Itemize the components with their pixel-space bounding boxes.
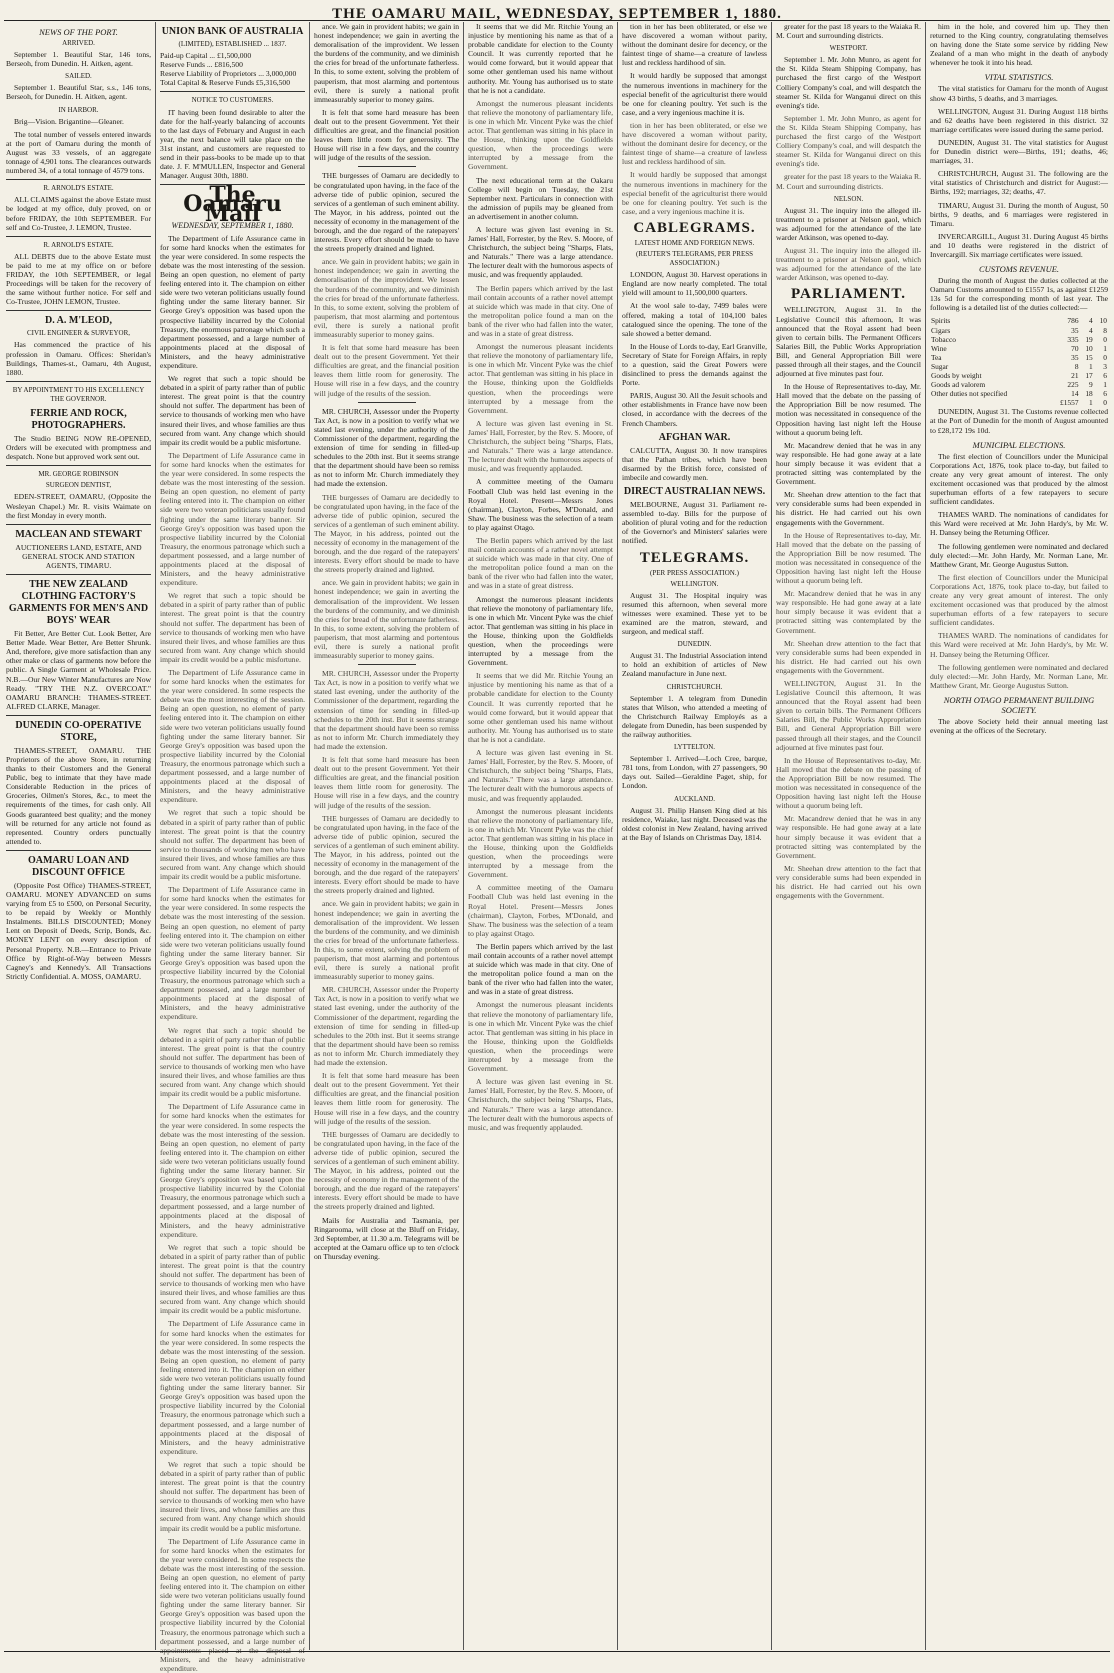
parliament-paragraph: In the House of Representatives to-day, Mr. Hall moved that the debate on the passing of the Appropriation Bill be now resumed. The motion was necessitated in consequence of the Opposition having last night left the House without a quorum being left. — [776, 755, 921, 811]
westport-text: September 1. Mr. John Munro, as agent for the St. Kilda Steam Shipping Company, has purchased the first cargo of the Westport Colliery Company's coal, and will despatch the steamer St. Kilda for Wanganui direct on this evening's tide. — [776, 55, 921, 110]
telegrams-sub: (PER PRESS ASSOCIATION.) — [650, 568, 739, 577]
parliament-paragraph: In the House of Representatives to-day, Mr. Hall moved that the debate on the passing of the Appropriation Bill be now resumed. The motion was necessitated in consequence of the Opposition having last night left the House without a quorum being left. — [776, 382, 921, 437]
customs-row — [930, 371, 1108, 380]
telegram-text: September 1. Arrived—Loch Cree, barque, 781 tons, from London, with 27 passengers, 90 days out. Sailed—Geraldine Paget, ship, for London. — [622, 754, 767, 791]
leader-paragraph: The Department of Life Assurance came in for some hard knocks when the estimates for the year were considered. In some respects the debate was the most interesting of the session. Being an open question, no element of party feeling entered into it. The champion on either side were two veteran politicians usually found fighting under the same literary banner. Sir George Grey's opposition was based upon the prospective liability incurred by the Colonial Treasury, the enormous patronage which such a department possessed, and a large number of appointments placed at the disposal of Ministers, and the heavy administrative expenditure. — [160, 450, 305, 588]
notice-title: NOTICE TO CUSTOMERS. — [191, 96, 274, 105]
article-paragraph: It is felt that some hard measure has been dealt out to the present Government. Yet their difficulties are great, and the financial position leaves them little room for generosity. The House will rise in a few days, and the country will judge of the results of the session. — [314, 755, 459, 810]
parliament-paragraph: Mr. Sheehan drew attention to the fact that very considerable sums had been expended in his district. He had carried out his own engagements with the Government. — [776, 490, 921, 527]
parliament-paragraph: Mr. Macandrew denied that he was in any way responsible. He had gone away at a late hour simply because it was evident that a protracted sitting was contemplated by the Government. — [776, 814, 921, 860]
vital-paragraph: INVERCARGILL, August 31. During August 45 births and 10 deaths were registered in the district of Invercargill. Six marriage certificates were issued. — [930, 231, 1108, 259]
bank-line: Total Capital & Reserve Funds £5,316,500 — [160, 78, 305, 92]
customs-row — [930, 316, 1108, 325]
article-paragraph: ance. We gain in provident habits; we gain in honest independence; we gain in averting the demoralisation of the improvident. We lessen the burdens of the community, and we diminish the cries for bread of the unfortunate fatherless. In this, to some extent, solving the problem of pauperism, that most alarming and portentous evil, there is surely a national profit immeasurably superior to money gains. — [314, 899, 459, 982]
customs-amount: 4 — [1089, 325, 1093, 335]
arrived-heading: ARRIVED. — [62, 39, 95, 47]
vital-paragraph: CHRISTCHURCH, August 31. The following are the vital statistics of Christchurch and district for August:—Births, 192; marriages, 32; deaths, 47. — [930, 169, 1108, 197]
divider — [358, 402, 416, 403]
leader-paragraph: The Department of Life Assurance came in for some hard knocks when the estimates for the year were considered. In some respects the debate was the most interesting of the session. Being an open question, no element of party feeling entered into it. The champion on either side were two veteran politicians usually found fighting under the same literary banner. Sir George Grey's opposition was based upon the prospective liability incurred by the Colonial Treasury, the enormous patronage which such a department possessed, and a large number of appointments placed at the disposal of Ministers, and the heavy administrative expenditure. — [160, 1536, 305, 1673]
municipal-paragraph: The following gentlemen were nominated and declared duly elected:—Mr. John Hardy, Mr. Norman Lane, Mr. Matthew Grant, Mr. George Augustus Sutton. — [930, 662, 1108, 690]
municipal-paragraph: THAMES WARD. The nominations of candidates for this Ward were received at Mr. John Hardy's, by Mr. W. H. Dansey being the Returning Officer. — [930, 510, 1108, 538]
notice-text: IT having been found desirable to alter the date for the half-yearly balancing of accounts to the last days of February and August in each year, the next balance will take place on the 31st instant, and customers are requested to send in their pass-books to be made up to that date. J. F. M'MULLEN, Inspector and General Manager. August 30th, 1880. — [160, 108, 305, 186]
cable-item: LONDON, August 30. Harvest operations in England are now nearly completed. The total yield will amount to 11,500,000 quarters. — [622, 270, 767, 298]
customs-item: Tea — [931, 352, 942, 362]
article-paragraph: The Berlin papers which arrived by the last mail contain accounts of a rather novel attempt at suicide which was made in that city. One of the metropolitan police found a man on the bank of the river who had fallen into the water, and was in a state of great distress. — [468, 535, 613, 591]
article-paragraph: Amongst the numerous pleasant incidents that relieve the monotony of parliamentary life, is one in which Mr. Vincent Pyke was the chief actor. That gentleman was sitting in his place in the House, thinking upon the Goldfields question, when the proceedings were interrupted by a message from the Government. — [468, 594, 613, 668]
parliament-paragraph: Mr. Sheehan drew attention to the fact that very considerable sums had been expended in his district. He had carried out his own engagements with the Government. — [776, 638, 921, 675]
customs-item — [930, 398, 1048, 407]
telegram-heading: WELLINGTON. — [670, 579, 719, 588]
parliament-paragraph: Mr. Sheehan drew attention to the fact that very considerable sums had been expended in his district. He had carried out his own engagements with the Government. — [776, 863, 921, 901]
article-paragraph: THE burgesses of Oamaru are decidedly to be congratulated upon having, in the face of the adverse tide of public opinion, secured the services of a gentleman of such eminent ability. The Mayor, in his address, pointed out the necessity of economy in the management of the borough, and the due regard of the ratepayers' interests. Every effort should be made to have the streets properly drained and lighted. — [314, 171, 459, 254]
customs-amount: 4 — [1089, 316, 1093, 326]
leader-paragraph: We regret that such a topic should be debated in a spirit of party rather than of public interest. The great point is that the country should not suffer. The department has been of service to thousands of working men who have insured their lives, and whose families are thus secured from want. Any change which should impair its credit would be a public misfortune. — [160, 1459, 305, 1533]
column-7 — [930, 22, 1108, 1650]
leader-paragraph: We regret that such a topic should be debated in a spirit of party rather than of public interest. The great point is that the country should not suffer. The department has been of service to thousands of working men who have insured their lives, and whose families are thus secured from want. Any change which should impair its credit would be a public misfortune. — [160, 1242, 305, 1316]
customs-item: Goods ad valorem — [931, 380, 986, 390]
customs-title: CUSTOMS REVENUE. — [978, 264, 1060, 275]
parliament-paragraph: WELLINGTON, August 31. In the Legislative Council this afternoon, It was announced that the Royal assent had been given to certain bills. The Permanent Officers Salaries Bill, the Public Works Appropriation Bill, and General Appropriation Bill were passed through all their stages, and the Council adjourned at five minutes past four. — [776, 305, 921, 379]
customs-amount: 1 — [1103, 343, 1107, 353]
paper-date: WEDNESDAY, SEPTEMBER 1, 1880. — [171, 220, 294, 230]
customs-row — [930, 344, 1108, 353]
ad-arnold-claims-title: R. ARNOLD'S ESTATE. — [43, 184, 114, 193]
article-paragraph: ance. We gain in provident habits; we gain in honest independence; we gain in averting the demoralisation of the improvident. We lessen the burdens of the community, and we diminish the cries for bread of the unfortunate fatherless. In this, to some extent, solving the problem of pauperism, that most alarming and portentous evil, there is surely a national profit immeasurably superior to money gains. — [314, 22, 459, 104]
customs-amount: 35 — [1071, 352, 1079, 362]
column-rule — [463, 22, 464, 1650]
ad-robinson-sub: SURGEON DENTIST, — [45, 481, 112, 490]
customs-amount: 17 — [1085, 371, 1093, 380]
harbour-heading: IN HARBOR. — [58, 105, 99, 114]
cable-item: At the wool sale to-day, 7499 bales were offered, making a total of 104,100 bales catalogued since the opening. The tone of the sale showed a better demand. — [622, 301, 767, 338]
article-paragraph: A committee meeting of the Oamaru Football Club was held last evening in the Royal Hotel. Present—Messrs Jones (chairman), Clayton, Forbes, M'Donald, and Shaw. The business was the selection of a team to play against Otago. — [468, 477, 613, 532]
article-paragraph: It is felt that some hard measure has been dealt out to the present Government. Yet their difficulties are great, and the financial position leaves them little room for generosity. The House will rise in a few days, and the country will judge of the results of the session. — [314, 1071, 459, 1126]
article-paragraph: tion in her has been obliterated, or else we have discovered a woman without parity, without the dominant desire for decency, or the faintest tinge of shame—a creature of lawless lust and reckless hardihood of sin. — [622, 120, 767, 167]
article-paragraph: A lecture was given last evening in St. James' Hall, Forrester, by the Rev. S. Moore, of Christchurch, the subject being "Sharps, Flats, and Naturals." There was a large attendance. The lecturer dealt with the humorous aspects of music, and was frequently applauded. — [468, 418, 613, 474]
afghan-title: AFGHAN WAR. — [658, 431, 731, 443]
column-rule — [925, 22, 926, 1650]
cablegrams-sub: LATEST HOME AND FOREIGN NEWS. — [634, 238, 755, 247]
customs-total-row — [930, 398, 1108, 407]
bank-line: Paid-up Capital ... £1,500,000 — [160, 51, 252, 61]
column-1 — [6, 22, 151, 1650]
sailed-heading: SAILED. — [65, 72, 92, 81]
customs-item: Other duties not specified — [931, 389, 1008, 399]
telegrams-title: TELEGRAMS. — [639, 549, 750, 566]
article-paragraph: Amongst the numerous pleasant incidents that relieve the monotony of parliamentary life, is one in which Mr. Vincent Pyke was the chief actor. That gentleman was sitting in his place in the House, thinking upon the Goldfields question, when the proceedings were interrupted by a message from the Government. — [468, 98, 613, 172]
customs-dunedin: DUNEDIN, August 31. The Customs revenue collected at the Port of Dunedin for the month of August amounted to £28,172 19s 10d. — [930, 407, 1108, 435]
leader-paragraph: We regret that such a topic should be debated in a spirit of party rather than of public interest. The great point is that the country should not suffer. The department has been of service to thousands of working men who have insured their lives, and whose families are thus secured from want. Any change which should impair its credit would be a public misfortune. — [160, 374, 305, 447]
cable-item: PARIS, August 30. All the Jesuit schools and other establishments in France have now been closed, in accordance with the decrees of the French Chambers. — [622, 391, 767, 428]
ad-loan-text: (Opposite Post Office) THAMES-STREET, OAMARU. MONEY ADVANCED on sums varying from £5 to £500, on Personal Security, to be repaid by Weekly or Monthly Instalments. BILLS DISCOUNTED; Money Lent on Deposit of Deeds, Scrip, Bonds, &c. MONEY LENT on every description of Personal Property. N.B.—Entrance to Private Office by Right-of-Way between Messrs Cagney's and Kennedy's. All Transactions Strictly Confidential. A. MOSS, OAMARU. — [6, 880, 151, 981]
article-paragraph: him in the hole, and covered him up. They then returned to the King country, congratulating themselves on having done the State some service by ridding New Zealand of a man who might in the death of anybody whenever he took it into his head. — [930, 22, 1108, 68]
cable-item: In the House of Lords to-day, Earl Granville, Secretary of State for Foreign Affairs, in reply to a question, said the Great Powers were disinclined to press the demands against the Porte. — [622, 341, 767, 388]
leader-paragraph: The Department of Life Assurance came in for some hard knocks when the estimates for the year were considered. In some respects the debate was the most interesting of the session. Being an open question, no element of party feeling entered into it. The champion on either side were two veteran politicians usually found fighting under the same literary banner. Sir George Grey's opposition was based upon the prospective liability incurred by the Colonial Treasury, the enormous patronage which such a department possessed, and a large number of appointments placed at the disposal of Ministers, and the heavy administrative expenditure. — [160, 1319, 305, 1456]
ad-ferrie-title: BY APPOINTMENT TO HIS EXCELLENCY THE GOVERNOR. — [12, 385, 145, 403]
vital-paragraph: DUNEDIN, August 31. The vital statistics for August for Dunedin district were—Births, 191; deaths, 46; marriages, 31. — [930, 137, 1108, 166]
vital-paragraph: TIMARU, August 31. During the month of August, 50 births, 9 deaths, and 6 marriages were registered in Timaru. — [930, 200, 1108, 228]
customs-amount: £1557 — [1060, 398, 1079, 408]
customs-amount: 3 — [1103, 361, 1107, 371]
customs-item: Cigars — [931, 325, 951, 335]
shipping-title: NEWS OF THE PORT. — [39, 27, 118, 37]
article-paragraph: The next educational term at the Oakaru College will begin on Tuesday, the 21st September next. Particulars in connection with the admission of pupils may be gleaned from an advertisement in another column. — [468, 175, 613, 221]
australian-title: DIRECT AUSTRALIAN NEWS. — [623, 486, 766, 498]
article-paragraph: Mails for Australia and Tasmania, per Ringarooma, will close at the Bluff on Friday, 3rd September, at 11.30 a.m. Telegrams will be accepted at the Oamaru office up to ten o'clock on Thursday evening. — [314, 1215, 459, 1261]
municipal-paragraph: The first election of Councillors under the Municipal Corporations Act, 1876, took place to-day, but failed to create any very great amount of interest. The only excitement occasioned was that produced by the almost superhuman efforts of a few ratepayers to secure sufficient candidates. — [930, 451, 1108, 507]
article-paragraph: Amongst the numerous pleasant incidents that relieve the monotony of parliamentary life, is one in which Mr. Vincent Pyke was the chief actor. That gentleman was sitting in his place in the House, thinking upon the Goldfields question, when the proceedings were interrupted by a message from the Government. — [468, 1000, 613, 1074]
customs-amount: 21 — [1071, 371, 1079, 380]
article-paragraph: ance. We gain in provident habits; we gain in honest independence; we gain in averting the demoralisation of the improvident. We lessen the burdens of the community, and we diminish the cries for bread of the unfortunate fatherless. In this, to some extent, solving the problem of pauperism, that most alarming and portentous evil, there is surely a national profit immeasurably superior to money gains. — [314, 578, 459, 661]
customs-amount: 14 — [1071, 389, 1079, 399]
telegram-text: August 31. Philip Hansen King died at his residence, Waiake, last night. Deceased was the oldest colonist in New Zealand, having arrived at the Bay of Islands on Christmas Day, 1814. — [622, 805, 767, 842]
customs-amount: 70 — [1071, 343, 1079, 353]
arrived-text: September 1. Beautiful Star, 146 tons, Berseoh, from Dunedin. H. Aitken, agent. — [6, 50, 151, 69]
article-paragraph: Amongst the numerous pleasant incidents that relieve the monotony of parliamentary life, is one in which Mr. Vincent Pyke was the chief actor. That gentleman was sitting in his place in the House, thinking upon the Goldfields question, when the proceedings were interrupted by a message from the Government. — [468, 342, 613, 415]
ad-maclean-sub: AUCTIONEERS LAND, ESTATE, AND GENERAL STOCK AND STATION AGENTS, TIMARU. — [6, 543, 151, 575]
municipal-paragraph: THAMES WARD. The nominations of candidates for this Ward were received at Mr. John Hardy's, by Mr. W. H. Dansey being the Returning Officer. — [930, 631, 1108, 659]
ad-maclean-title: MACLEAN AND STEWART — [15, 528, 142, 540]
customs-row — [930, 353, 1108, 362]
customs-text: During the month of August the duties collected at the Oamaru Customs amounted to £1557 1s, as against £1259 13s 5d for the corresponding month of last year. The following is a detailed list of the duties collected:— — [930, 276, 1108, 313]
customs-table — [930, 316, 1108, 407]
article-paragraph: MR. CHURCH, Assessor under the Property Tax Act, is now in a position to verify what we stated last evening, under the authority of the Commissioner of the department, regarding the extension of time for sending in filled-up schedules to the 20th inst. But it seems strange that the department should have been so remiss as not to inform Mr. Church immediately they had made the extension. — [314, 985, 459, 1068]
parliament-paragraph: In the House of Representatives to-day, Mr. Hall moved that the debate on the passing of the Appropriation Bill be now resumed. The motion was necessitated in consequence of the Opposition having last night left the House without a quorum being left. — [776, 530, 921, 586]
ad-cooperative-text: THAMES-STREET, OAMARU. THE Proprietors of the above Store, in returning thanks to their Customers and the General Public, beg to intimate that they have made Considerable Reduction in the prices of Groceries, Oilmen's Stores, &c., to meet the requirements of the times, for cash only. All Goods guaranteed best quality; and the money will be returned for any article not found as represented. Country orders punctually attended to. — [6, 746, 151, 851]
telegram-heading: DUNEDIN. — [677, 640, 712, 649]
ad-mleod-title: D. A. M'LEOD, — [45, 315, 112, 327]
leader-paragraph: We regret that such a topic should be debated in a spirit of party rather than of public interest. The great point is that the country should not suffer. The department has been of service to thousands of working men who have insured their lives, and whose families are thus secured from want. Any change which should impair its credit would be a public misfortune. — [160, 591, 305, 664]
customs-amount: 6 — [1103, 389, 1107, 399]
customs-item: Tobacco — [931, 334, 956, 344]
article-paragraph: A committee meeting of the Oamaru Football Club was held last evening in the Royal Hotel. Present—Messrs Jones (chairman), Clayton, Forbes, M'Donald, and Shaw. The business was the selection of a team to play against Otago. — [468, 883, 613, 938]
article-paragraph: It seems that we did Mr. Ritchie Young an injustice by mentioning his name as that of a probable candidate for election to the County Council. It was currently reported that he would come forward, but it would appear that some other gentleman used his name without authority. Mr. Young has authorised us to state that he is not a candidate. — [468, 671, 613, 744]
ad-arnold-debts-title: R. ARNOLD'S ESTATE. — [43, 240, 114, 249]
ad-clothing-text: Fit Better, Are Better Cut. Look Better, Are Better Made. Wear Better, Are Better Shrunk. And, therefore, give more satisfaction than any other make or class of garments now before the public. A Single Garment at Wholesale Price. N.B.—Our New Winter Manufactures are Now Ready. "TRY THE N.Z. OVERCOAT." OAMARU BRANCH: THAMES-STREET. ALFRED CLARKE, Manager. — [6, 629, 151, 716]
customs-row — [930, 362, 1108, 371]
masthead: THE OAMARU MAIL, WEDNESDAY, SEPTEMBER 1, 1880. — [332, 6, 782, 22]
telegram-heading: LYTTELTON. — [673, 743, 716, 752]
ad-cooperative-title: DUNEDIN CO-OPERATIVE STORE, — [15, 719, 142, 743]
customs-item: Goods by weight — [931, 371, 982, 380]
parliament-paragraph: Mr. Macandrew denied that he was in any way responsible. He had gone away at a late hour simply because it was evident that a protracted sitting was contemplated by the Government. — [776, 440, 921, 487]
bank-line: Reserve Funds ... £816,500 — [160, 60, 243, 70]
article-paragraph: MR. CHURCH, Assessor under the Property Tax Act, is now in a position to verify what we stated last evening, under the authority of the Commissioner of the department, regarding the extension of time for sending in filled-up schedules to the 20th inst. But it seems strange that the department should have been so remiss as not to inform Mr. Church immediately they had made the extension. — [314, 406, 459, 489]
divider — [358, 166, 416, 167]
westport-text: greater for the past 18 years to the Waiaka R. M. Court and surrounding districts. — [776, 172, 921, 191]
article-paragraph: A lecture was given last evening in St. James' Hall, Forrester, by the Rev. S. Moore, of Christchurch, the subject being "Sharps, Flats, and Naturals." There was a large attendance. The lecturer dealt with the humorous aspects of music, and was frequently applauded. — [468, 1077, 613, 1132]
telegram-heading: CHRISTCHURCH. — [666, 682, 723, 691]
customs-amount: 9 — [1089, 380, 1093, 390]
ad-mleod-sub: CIVIL ENGINEER & SURVEYOR, — [26, 329, 130, 338]
customs-amount: 10 — [1085, 343, 1093, 353]
nelson-heading: NELSON. — [833, 194, 864, 203]
customs-item: Spirits — [931, 316, 951, 326]
article-paragraph: tion in her has been obliterated, or else we have discovered a woman without parity, without the dominant desire for decency, or the faintest tinge of shame—a creature of lawless lust and reckless hardihood of sin. — [622, 22, 767, 68]
harbour-text: Brig—Vision. Brigantine—Gleaner. — [14, 116, 124, 126]
leader-paragraph: The Department of Life Assurance came in for some hard knocks when the estimates for the year were considered. In some respects the debate was the most interesting of the session. Being an open question, no element of party feeling entered into it. The champion on either side were two veteran politicians usually found fighting under the same literary banner. Sir George Grey's opposition was based upon the prospective liability incurred by the Colonial Treasury, the enormous patronage which such a department possessed, and a large number of appointments placed at the disposal of Ministers, and the heavy administrative expenditure. — [160, 233, 305, 370]
parliament-title: PARLIAMENT. — [790, 286, 907, 303]
customs-amount: 10 — [1099, 316, 1107, 326]
vital-paragraph: The vital statistics for Oamaru for the month of August show 43 births, 5 deaths, and 3 marriages. — [930, 84, 1108, 103]
cablegrams-credit: (REUTER'S TELEGRAMS, PER PRESS ASSOCIATION.) — [635, 249, 754, 268]
customs-item: Sugar — [931, 361, 949, 371]
masthead-rule — [4, 20, 1110, 21]
customs-amount: 8 — [1103, 325, 1107, 335]
article-paragraph: THE burgesses of Oamaru are decidedly to be congratulated upon having, in the face of the adverse tide of public opinion, secured the services of a gentleman of such eminent ability. The Mayor, in his address, pointed out the necessity of economy in the management of the borough, and the due regard of the ratepayers' interests. Every effort should be made to have the streets properly drained and lighted. — [314, 813, 459, 896]
bank-sub: (LIMITED), ESTABLISHED ... 1837. — [178, 40, 287, 48]
customs-item: Wine — [931, 343, 947, 353]
vital-title: VITAL STATISTICS. — [984, 72, 1054, 83]
column-5 — [622, 22, 767, 1650]
westport-text: September 1. Mr. John Munro, as agent for the St. Kilda Steam Shipping Company, has purchased the first cargo of the Westport Colliery Company's coal, and will despatch the steamer St. Kilda for Wanganui direct on this evening's tide. — [776, 113, 921, 169]
article-paragraph: It seems that we did Mr. Ritchie Young an injustice by mentioning his name as that of a probable candidate for election to the County Council. It was currently reported that he would come forward, but it would appear that some other gentleman used his name without authority. Mr. Young has authorised us to state that he is not a candidate. — [468, 22, 613, 95]
customs-amount: 15 — [1085, 352, 1093, 362]
column-2 — [160, 22, 305, 1673]
afghan-text: CALCUTTA, August 30. It now transpires that the Pathan tribes, which have been disarmed by the British force, consisted of imbecile and cowardly men. — [622, 445, 767, 482]
municipal-paragraph: The following gentlemen were nominated and declared duly elected:—Mr. John Hardy, Mr. Norman Lane, Mr. Matthew Grant, Mr. George Augustus Sutton. — [930, 541, 1108, 569]
article-paragraph: The Berlin papers which arrived by the last mail contain accounts of a rather novel attempt at suicide which was made in that city. One of the metropolitan police found a man on the bank of the river who had fallen into the water, and was in a state of great distress. — [468, 283, 613, 338]
cablegrams-title: CABLEGRAMS. — [633, 219, 756, 236]
customs-amount: 0 — [1103, 398, 1107, 408]
customs-amount: 335 — [1067, 334, 1079, 344]
customs-amount: 35 — [1071, 325, 1079, 335]
column-6 — [776, 22, 921, 1650]
customs-amount: 0 — [1103, 352, 1107, 362]
australian-text: MELBOURNE, August 31. Parliament re-assembled to-day. Bills for the purpose of abolition of plural voting and for the reduction of the Governor's and Ministers' salaries were notified. — [622, 500, 767, 546]
customs-amount: 18 — [1085, 389, 1093, 399]
telegram-text: August 31. The Hospital inquiry was resumed this afternoon, when several more witnesses were examined. These yet to be examined are the matron, steward, and surgeon, and medical staff. — [622, 590, 767, 637]
customs-amount: 1 — [1089, 361, 1093, 371]
column-rule — [617, 22, 618, 1650]
customs-row — [930, 380, 1108, 389]
article-paragraph: It would hardly be supposed that amongst the numerous inventions in machinery for the especial benefit of the agriculturist there would be one for cleaning poultry. Yet such is the case, and a very ingenious machine it is. — [622, 71, 767, 117]
article-paragraph: It is felt that some hard measure has been dealt out to the present Government. Yet their difficulties are great, and the financial position leaves them little room for generosity. The House will rise in a few days, and the country will judge of the results of the session. — [314, 107, 459, 163]
customs-amount: 6 — [1103, 371, 1107, 380]
customs-amount: 786 — [1067, 316, 1079, 326]
customs-amount: 19 — [1085, 334, 1093, 344]
customs-row — [930, 326, 1108, 335]
ad-clothing-title: THE NEW ZEALAND CLOTHING FACTORY'S GARMENTS FOR MEN'S AND BOYS' WEAR — [8, 579, 149, 627]
customs-amount: 1 — [1089, 398, 1093, 408]
article-paragraph: ance. We gain in provident habits; we gain in honest independence; we gain in averting the demoralisation of the improvident. We lessen the burdens of the community, and we diminish the cries for bread of the unfortunate fatherless. In this, to some extent, solving the problem of pauperism, that most alarming and portentous evil, there is surely a national profit immeasurably superior to money gains. — [314, 257, 459, 339]
leader-paragraph: We regret that such a topic should be debated in a spirit of party rather than of public interest. The great point is that the country should not suffer. The department has been of service to thousands of working men who have insured their lives, and whose families are thus secured from want. Any change which should impair its credit would be a public misfortune. — [160, 1025, 305, 1099]
ad-robinson-text: EDEN-STREET, OAMARU, (Opposite the Wesleyan Chapel.) Mr. R. visits Waimate on the first Monday in every month. — [6, 492, 151, 524]
ad-ferrie-text: The Studio BEING NOW RE-OPENED, Orders will be executed with promptness and despatch. None but approved work sent out. — [6, 434, 151, 466]
bottom-rule — [4, 1651, 1110, 1652]
column-rule — [155, 22, 156, 1650]
column-rule — [771, 22, 772, 1650]
telegram-text: August 31. The Industrial Association intend to hold an exhibition of articles of New Zealand manufacture in June next. — [622, 651, 767, 679]
westport-heading: WESTPORT. — [829, 44, 868, 53]
leader-paragraph: We regret that such a topic should be debated in a spirit of party rather than of public interest. The great point is that the country should not suffer. The department has been of service to thousands of working men who have insured their lives, and whose families are thus secured from want. Any change which should impair its credit would be a public misfortune. — [160, 808, 305, 882]
customs-amount: 225 — [1067, 380, 1079, 390]
article-paragraph: Amongst the numerous pleasant incidents that relieve the monotony of parliamentary life, is one in which Mr. Vincent Pyke was the chief actor. That gentleman was sitting in his place in the House, thinking upon the Goldfields question, when the proceedings were interrupted by a message from the Government. — [468, 806, 613, 880]
customs-amount: 0 — [1103, 334, 1107, 344]
customs-amount: 8 — [1074, 361, 1079, 371]
column-4 — [468, 22, 613, 1650]
article-paragraph: A lecture was given last evening in St. James' Hall, Forrester, by the Rev. S. Moore, of Christchurch, the subject being "Sharps, Flats, and Naturals." There was a large attendance. The lecturer dealt with the humorous aspects of music, and was frequently applauded. — [468, 224, 613, 280]
ad-arnold-debts-text: ALL DEBTS due to the above Estate must be paid to me at my office on or before FRIDAY, the 10th SEPTEMBER, or legal Proceedings will be taken for the recovery of the same without further notice. For self and Co-Trustee, JOHN LEMON, Trustee. — [6, 252, 151, 312]
article-paragraph: THE burgesses of Oamaru are decidedly to be congratulated upon having, in the face of the adverse tide of public opinion, secured the services of a gentleman of such eminent ability. The Mayor, in his address, pointed out the necessity of economy in the management of the borough, and the due regard of the ratepayers' interests. Every effort should be made to have the streets properly drained and lighted. — [314, 492, 459, 575]
article-paragraph: It is felt that some hard measure has been dealt out to the present Government. Yet their difficulties are great, and the financial position leaves them little room for generosity. The House will rise in a few days, and the country will judge of the results of the session. — [314, 343, 459, 398]
parliament-paragraph: Mr. Macandrew denied that he was in any way responsible. He had gone away at a late hour simply because it was evident that a protracted sitting was contemplated by the Government. — [776, 589, 921, 635]
leader-paragraph: The Department of Life Assurance came in for some hard knocks when the estimates for the year were considered. In some respects the debate was the most interesting of the session. Being an open question, no element of party feeling entered into it. The champion on either side were two veteran politicians usually found fighting under the same literary banner. Sir George Grey's opposition was based upon the prospective liability incurred by the Colonial Treasury, the enormous patronage which such a department possessed, and a large number of appointments placed at the disposal of Ministers, and the heavy administrative expenditure. — [160, 668, 305, 805]
article-paragraph: A lecture was given last evening in St. James' Hall, Forrester, by the Rev. S. Moore, of Christchurch, the subject being "Sharps, Flats, and Naturals." There was a large attendance. The lecturer dealt with the humorous aspects of music, and was frequently applauded. — [468, 748, 613, 803]
municipal-title: MUNICIPAL ELECTIONS. — [972, 439, 1066, 450]
paper-title: The Oamaru Mail — [183, 182, 282, 227]
nelson-text: August 31. The inquiry into the alleged ill-treatment to a prisoner at Nelson gaol, which was adjourned for the attendance of the late warder Atkinson, was opened to-day. — [776, 246, 921, 283]
parliament-paragraph: WELLINGTON, August 31. In the Legislative Council this afternoon, It was announced that the Royal assent had been given to certain bills. The Permanent Officers Salaries Bill, the Public Works Appropriation Bill, and General Appropriation Bill were passed through all their stages, and the Council adjourned at five minutes past four. — [776, 679, 921, 752]
leader-paragraph: The Department of Life Assurance came in for some hard knocks when the estimates for the year were considered. In some respects the debate was the most interesting of the session. Being an open question, no element of party feeling entered into it. The champion on either side were two veteran politicians usually found fighting under the same literary banner. Sir George Grey's opposition was based upon the prospective liability incurred by the Colonial Treasury, the enormous patronage which such a department possessed, and a large number of appointments placed at the disposal of Ministers, and the heavy administrative expenditure. — [160, 885, 305, 1022]
building-society-text: The above Society held their annual meeting last evening at the offices of the Secretary. — [930, 716, 1108, 735]
leader-paragraph: The Department of Life Assurance came in for some hard knocks when the estimates for the year were considered. In some respects the debate was the most interesting of the session. Being an open question, no element of party feeling entered into it. The champion on either side were two veteran politicians usually found fighting under the same literary banner. Sir George Grey's opposition was based upon the prospective liability incurred by the Colonial Treasury, the enormous patronage which such a department possessed, and a large number of appointments placed at the disposal of Ministers, and the heavy administrative expenditure. — [160, 1102, 305, 1239]
article-paragraph: The Berlin papers which arrived by the last mail contain accounts of a rather novel attempt at suicide which was made in that city. One of the metropolitan police found a man on the bank of the river who had fallen into the water, and was in a state of great distress. — [468, 941, 613, 997]
vital-paragraph: WELLINGTON, August 31. During August 118 births and 62 deaths have been registered in this district. 32 marriage certificates were issued during the same period. — [930, 106, 1108, 134]
customs-row — [930, 389, 1108, 398]
nelson-text: August 31. The inquiry into the alleged ill-treatment to a prisoner at Nelson gaol, which was adjourned for the attendance of the late warder Atkinson, was opened to-day. — [776, 205, 921, 242]
divider — [358, 664, 416, 665]
bank-line: Reserve Liability of Proprietors ... 3,000,000 — [160, 69, 297, 79]
column-rule — [309, 22, 310, 1650]
ad-arnold-claims-text: ALL CLAIMS against the above Estate must be lodged at my office, duly proved, on or before FRIDAY, the 10th SEPTEMBER. For self and Co-Trustee, J. LEMON, Trustee. — [6, 195, 151, 236]
bank-title: UNION BANK OF AUSTRALIA — [161, 26, 304, 37]
sailed-text: September 1. Beautiful Star, s.s., 146 tons, Berseoh, for Dunedin. H. Aitken, agent. — [6, 83, 151, 102]
customs-row — [930, 335, 1108, 344]
article-paragraph: It would hardly be supposed that amongst the numerous inventions in machinery for the especial benefit of the agriculturist there would be one for cleaning poultry. Yet such is the case, and a very ingenious machine it is. — [622, 170, 767, 216]
shipping-stats: The total number of vessels entered inwards at the port of Oamaru during the month of August was 33 vessels, of an aggregate tonnage of 4,901 tons. The clearances outwards numbered 34, of a total tonnage of 4579 tons. — [6, 130, 151, 180]
telegram-heading: AUCKLAND. — [673, 794, 716, 803]
ad-ferrie-sub: FERRIE AND ROCK, PHOTOGRAPHERS. — [30, 408, 127, 431]
column-3 — [314, 22, 459, 1650]
article-paragraph: THE burgesses of Oamaru are decidedly to be congratulated upon having, in the face of the adverse tide of public opinion, secured the services of a gentleman of such eminent ability. The Mayor, in his address, pointed out the necessity of economy in the management of the borough, and the due regard of the ratepayers' interests. Every effort should be made to have the streets properly drained and lighted. — [314, 1129, 459, 1212]
customs-amount: 1 — [1103, 380, 1107, 390]
article-paragraph: greater for the past 18 years to the Waiaka R. M. Court and surrounding districts. — [776, 22, 921, 41]
ad-loan-title: OAMARU LOAN AND DISCOUNT OFFICE — [27, 854, 130, 878]
telegram-text: September 1. A telegram from Dunedin states that Wilson, who attended a meeting of the Christchurch Railway Employés as a delegate from Dunedin, has been suspended by the railway authorities. — [622, 693, 767, 739]
municipal-paragraph: The first election of Councillors under the Municipal Corporations Act, 1876, took place to-day, but failed to create any very great amount of interest. The only excitement occasioned was that produced by the almost superhuman efforts of a few ratepayers to secure sufficient candidates. — [930, 572, 1108, 628]
ad-robinson-title: MR. GEORGE ROBINSON — [38, 470, 119, 479]
article-paragraph: MR. CHURCH, Assessor under the Property Tax Act, is now in a position to verify what we stated last evening, under the authority of the Commissioner of the department, regarding the extension of time for sending in filled-up schedules to the 20th inst. But it seems strange that the department should have been so remiss as not to inform Mr. Church immediately they had made the extension. — [314, 669, 459, 751]
building-society-title: NORTH OTAGO PERMANENT BUILDING SOCIETY. — [943, 694, 1095, 715]
ad-mleod-text: Has commenced the practice of his profession in Oamaru. Offices: Sheridan's Buildings, Thames-st., Oamaru, 4th August, 1880. — [6, 340, 151, 381]
